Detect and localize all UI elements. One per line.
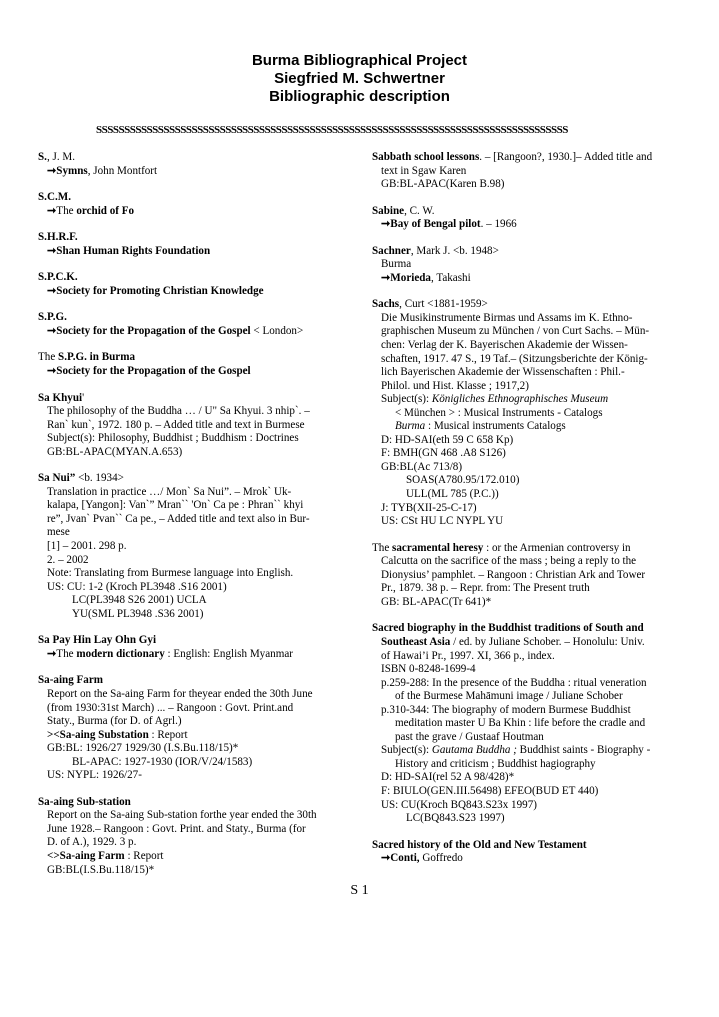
- see-reference: Symns: [56, 164, 88, 177]
- entry-heading: Sa-aing Farm: [38, 674, 104, 687]
- entry-heading: Sa Khyui: [38, 391, 83, 404]
- holding-line: US: CSt HU LC NYPL YU: [381, 515, 504, 528]
- see-arrow-icon: ➞: [47, 164, 57, 177]
- entry-line: text in Sgaw Karen: [381, 164, 467, 177]
- holding-line: J: TYB(XII-25-C-17): [381, 501, 477, 514]
- subject-value: Königliches Ethnographisches Museum: [431, 393, 609, 406]
- entry-line: Die Musikinstrumente Birmas und Assams im K. Ethno-: [381, 311, 633, 324]
- left-column: [38, 151, 356, 890]
- entry-heading-pre: The: [38, 351, 59, 364]
- entry-sa-pay-hin: [38, 634, 356, 661]
- entry-line: US: CU: 1-2 (Kroch PL3948 .S16 2001): [47, 580, 227, 593]
- entry-heading-rest: <b. 1934>: [75, 472, 124, 485]
- entry-line: [1] – 2001. 298 p.: [47, 540, 127, 553]
- see-reference-rest: , John Montfort: [87, 164, 158, 177]
- entry-line: Philol. und Hist. Klasse ; 1917,2): [381, 379, 529, 392]
- entry-sa-nui: [38, 472, 356, 621]
- subject-line: : Musical instruments Catalogs: [425, 420, 566, 433]
- subject-value: Burma: [395, 420, 426, 433]
- entry-line: GB:BL-APAC(Karen B.98): [381, 178, 505, 191]
- holding-line: F: BMH(GN 468 .A8 S126): [381, 447, 506, 460]
- see-reference: Bay of Bengal pilot: [390, 218, 481, 231]
- subject-line: < München > : Musical Instruments - Catalogs: [395, 406, 603, 419]
- entry-line: of the Burmese Mahāmuni image / Juliane Schober: [395, 690, 623, 703]
- entry-heading: S.P.G. in Burma: [58, 351, 135, 364]
- entry-heading: S.C.M.: [38, 191, 71, 204]
- entry-line: D. of A.), 1929. 3 p.: [47, 836, 137, 849]
- entry-heading: Sacred history of the Old and New Testament: [372, 838, 587, 851]
- entry-line: Subject(s): Philosophy, Buddhist ; Buddhism : Doctrines: [47, 432, 299, 445]
- see-reference: Conti,: [390, 852, 420, 865]
- entry-line: meditation master U Ba Khin : life before the cradle and: [395, 717, 646, 730]
- link-reference-rest: : Report: [148, 728, 188, 741]
- holding-line: LC(BQ843.S23 1997): [406, 812, 505, 825]
- see-reference: Shan Human Rights Foundation: [56, 244, 211, 257]
- link-reference-rest: : Report: [124, 849, 164, 862]
- entry-line: Pr., 1879. 38 p. – Repr. from: The Present truth: [381, 582, 590, 595]
- entry-heading-rest: , J. M.: [46, 151, 76, 163]
- entry-heading: Sachner: [372, 244, 411, 257]
- entry-heading: Sa Pay Hin Lay Ohn Gyi: [38, 634, 157, 647]
- entry-heading: Sa-aing Sub-station: [38, 795, 131, 808]
- see-reference-rest: : English: English Myanmar: [164, 647, 293, 660]
- entry-heading: Sabine: [372, 204, 405, 217]
- entry-sabbath: [372, 151, 681, 192]
- page-header: [0, 52, 719, 106]
- see-arrow-icon: ➞: [381, 218, 391, 231]
- see-reference: modern dictionary: [76, 647, 165, 660]
- entry-line: past the grave / Gustaaf Houtman: [395, 730, 544, 743]
- entry-line: ISBN 0-8248-1699-4: [381, 663, 476, 676]
- entry-heading: Sachs: [372, 298, 400, 311]
- entry-line: Staty., Burma (for D. of Agrl.): [47, 715, 182, 728]
- entry-line: GB:BL-APAC(MYAN.A.653): [47, 445, 183, 458]
- entry-heading-rest: / ed. by Juliane Schober. – Honolulu: Univ.: [450, 635, 645, 648]
- entry-line: re”, Jvan` Pvan`` Ca pe., – Added title and text also in Bur-: [47, 512, 310, 525]
- see-reference: Society for Promoting Christian Knowledge: [56, 284, 264, 297]
- entry-line: GB:BL: 1926/27 1929/30 (I.S.Bu.118/15)*: [47, 742, 239, 755]
- entry-sa-aing-substation: [38, 796, 356, 877]
- entry-sa-aing-farm: [38, 674, 356, 782]
- entry-heading-rest: : or the Armenian controversy in: [483, 541, 631, 554]
- see-reference-rest: Goffredo: [419, 852, 463, 865]
- entry-heading: Sacred biography in the Buddhist traditions of South and: [372, 622, 644, 635]
- entry-line: Burma: [381, 258, 412, 271]
- entry-heading-cont: Southeast Asia: [381, 635, 451, 648]
- entry-line: mese: [47, 526, 70, 539]
- entry-line: schaften, 1917. 47 S., 19 Taf.– (Sitzungsberichte der König-: [381, 352, 648, 365]
- see-reference-pre: The: [56, 204, 77, 217]
- entry-heading: S.H.R.F.: [38, 231, 78, 244]
- holding-line: ULL(ML 785 (P.C.)): [406, 488, 499, 501]
- right-column: [372, 151, 681, 879]
- entry-heading-rest: . – [Rangoon?, 1930.]– Added title and: [479, 151, 653, 163]
- holding-line: GB:BL(Ac 713/8): [381, 460, 463, 473]
- entry-heading: Sabbath school lessons: [372, 151, 480, 163]
- holding-line: D: HD-SAI(eth 59 C 658 Kp): [381, 433, 514, 446]
- see-reference: Society for the Propagation of the Gospel: [56, 365, 251, 378]
- entry-line: BL-APAC: 1927-1930 (IOR/V/24/1583): [72, 755, 253, 768]
- link-reference: <>Sa-aing Farm: [47, 849, 125, 862]
- subject-line: Buddhist saints - Biography -: [516, 744, 651, 757]
- entry-line: chen: Verlag der K. Bayerischen Akademie der Wissen-: [381, 339, 628, 352]
- entry-heading-pre: The: [372, 541, 393, 554]
- see-reference: Morieda: [390, 271, 431, 284]
- see-reference-rest: < London>: [250, 324, 304, 337]
- see-arrow-icon: ➞: [47, 244, 57, 257]
- see-reference-rest: . – 1966: [480, 218, 517, 231]
- entry-heading: sacramental heresy: [392, 541, 484, 554]
- entry-line: YU(SML PL3948 .S36 2001): [72, 607, 204, 620]
- entry-line: lich Bayerischen Akademie der Wissenschaften : Phil.-: [381, 366, 625, 379]
- holding-line: US: CU(Kroch BQ843.S23x 1997): [381, 798, 537, 811]
- entry-line: graphischen Museum zu München / von Curt Sachs. – Mün-: [381, 325, 650, 338]
- entry-line: of Hawai’i Pr., 1997. XI, 366 p., index.: [381, 649, 555, 662]
- entry-line: kalapa, [Yangon]: Van`” Mran`` 'On` Ca pe : Phran`` khyi: [47, 499, 304, 512]
- entry-sacred-biography: [372, 622, 681, 825]
- entry-sachner: [372, 245, 681, 286]
- entry-sacred-history: [372, 839, 681, 866]
- subject-label: Subject(s):: [381, 744, 432, 757]
- entry-line: Report on the Sa-aing Sub-station forthe year ended the 30th: [47, 809, 317, 822]
- entry-line: Calcutta on the sacrifice of the mass ; being a reply to the: [381, 555, 637, 568]
- see-reference: Society for the Propagation of the Gospel: [56, 324, 251, 337]
- entry-sabine: [372, 205, 681, 232]
- entry-sacramental-heresy: [372, 542, 681, 610]
- entry-heading-rest: , Mark J. <b. 1948>: [410, 244, 499, 257]
- entry-shrf: [38, 231, 356, 258]
- entry-heading-rest: , Curt <1881-1959>: [399, 298, 488, 311]
- header-author: Siegfried M. Schwertner: [274, 70, 445, 87]
- entry-line: GB: BL-APAC(Tr 641)*: [381, 595, 492, 608]
- entry-s-jm: [38, 151, 356, 178]
- entry-spck: [38, 271, 356, 298]
- entry-heading: S.: [38, 151, 47, 163]
- entry-line: Dionysius’ pamphlet. – Rangoon : Christian Ark and Tower: [381, 568, 646, 581]
- entry-heading: Sa Nui”: [38, 472, 76, 485]
- entry-sa-khyui: [38, 392, 356, 460]
- entry-heading-rest: ': [82, 391, 85, 404]
- see-arrow-icon: ➞: [381, 852, 391, 865]
- entry-line: Ran` kun`, 1972. 180 p. – Added title and text in Burmese: [47, 418, 305, 431]
- see-arrow-icon: ➞: [47, 324, 57, 337]
- holding-line: D: HD-SAI(rel 52 A 98/428)*: [381, 771, 515, 784]
- entry-line: (from 1930:31st March) ... – Rangoon : Govt. Print.and: [47, 701, 294, 714]
- entry-line: Translation in practice …/ Mon` Sa Nui”. – Mrok` Uk-: [47, 485, 292, 498]
- entry-heading: S.P.C.K.: [38, 271, 78, 284]
- entry-line: p.259-288: In the presence of the Buddha : ritual veneration: [381, 676, 647, 689]
- see-arrow-icon: ➞: [47, 647, 57, 660]
- entry-line: 2. – 2002: [47, 553, 89, 566]
- holding-line: F: BIULO(GEN.III.56498) EFEO(BUD ET 440): [381, 784, 599, 797]
- entry-line: The philosophy of the Buddha … / U" Sa Khyui. 3 nhip`. –: [47, 405, 310, 418]
- entry-sachs: [372, 298, 681, 528]
- separator-line: SSSSSSSSSSSSSSSSSSSSSSSSSSSSSSSSSSSSSSSSSSSSSSSSSSSSSSSSSSSSSSSSSSSSSSSSSSSSSSSSSSSS: [96, 124, 568, 136]
- see-reference-pre: The: [56, 647, 77, 660]
- subject-line: History and criticism ; Buddhist hagiography: [395, 757, 596, 770]
- see-arrow-icon: ➞: [47, 365, 57, 378]
- entry-line: June 1928.– Rangoon : Govt. Print. and Staty., Burma (for: [47, 822, 306, 835]
- see-arrow-icon: ➞: [381, 271, 391, 284]
- see-arrow-icon: ➞: [47, 204, 57, 217]
- entry-line: p.310-344: The biography of modern Burmese Buddhist: [381, 703, 631, 716]
- entry-heading: S.P.G.: [38, 311, 67, 324]
- header-title: Burma Bibliographical Project: [251, 52, 468, 69]
- entry-spg: [38, 311, 356, 338]
- entry-line: Note: Translating from Burmese language into English.: [47, 567, 294, 580]
- see-reference: orchid of Fo: [76, 204, 135, 217]
- entry-line: GB:BL(I.S.Bu.118/15)*: [47, 863, 155, 876]
- page-number: S 1: [350, 883, 369, 898]
- entry-scm: [38, 191, 356, 218]
- subject-value: Gautama Buddha ;: [431, 744, 517, 757]
- link-reference: ><Sa-aing Substation: [47, 728, 149, 741]
- subject-label: Subject(s):: [381, 393, 432, 406]
- entry-line: LC(PL3948 S26 2001) UCLA: [72, 594, 207, 607]
- see-arrow-icon: ➞: [47, 284, 57, 297]
- entry-spg-burma: [38, 351, 356, 378]
- header-subtitle: Bibliographic description: [269, 88, 450, 105]
- see-reference-rest: , Takashi: [430, 271, 471, 284]
- holding-line: SOAS(A780.95/172.010): [406, 474, 520, 487]
- entry-line: US: NYPL: 1926/27-: [47, 769, 142, 782]
- entry-heading-rest: , C. W.: [404, 204, 435, 217]
- entry-line: Report on the Sa-aing Farm for theyear ended the 30th June: [47, 687, 313, 700]
